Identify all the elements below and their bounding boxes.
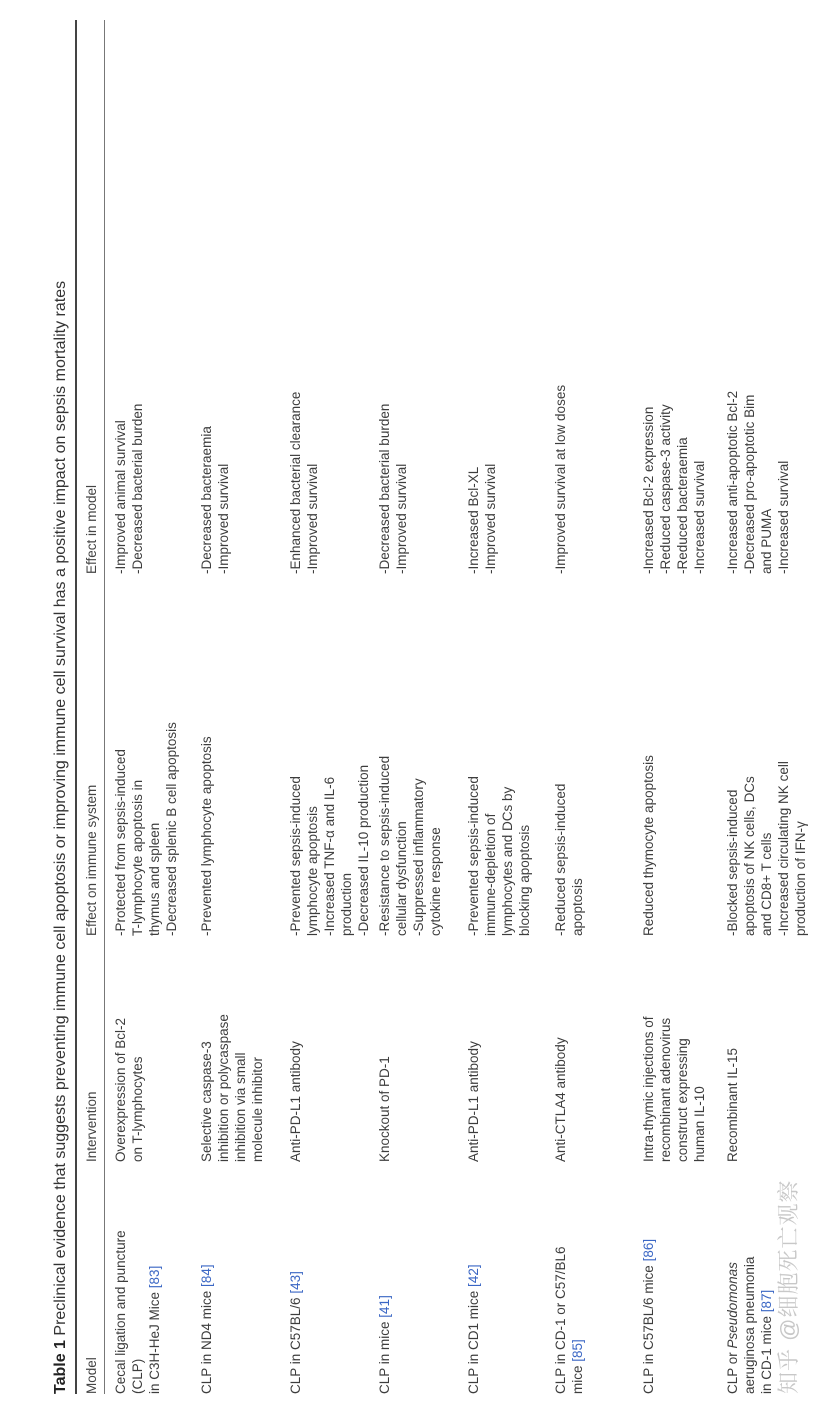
cell-line: -Suppressed inflammatory <box>411 778 426 936</box>
cell-model <box>465 1194 482 1394</box>
cell-line: -Improved animal survival <box>113 420 128 574</box>
cell-line: -Improved survival <box>394 463 409 574</box>
cell-line: -Reduced caspase-3 activity <box>658 404 673 574</box>
cell-line: -Enhanced bacterial clearance <box>288 391 303 574</box>
cell-effect-immune <box>640 676 657 936</box>
cell-effect-immune <box>465 676 533 936</box>
cell-line: and CD8+ T cells <box>759 832 774 936</box>
cell-line: -Decreased IL-10 production <box>356 764 371 936</box>
cell-effect-model <box>724 354 792 574</box>
cell-intervention <box>376 992 393 1162</box>
cell-line <box>198 1194 215 1394</box>
cell-intervention <box>724 992 741 1162</box>
cell-model <box>112 1194 163 1394</box>
model-text: CLP in C57BL/6 <box>288 1297 303 1394</box>
cell-line: apoptosis of NK cells, DCs <box>742 776 757 936</box>
model-text: CLP or <box>725 1348 740 1394</box>
model-text: in C3H-HeJ Mice <box>147 1291 162 1394</box>
model-text: mice <box>570 1365 585 1394</box>
cell-line: -Increased TNF-α and IL-6 <box>322 776 337 936</box>
cell-line: -Improved survival <box>483 463 498 574</box>
cell-line: -Improved survival at low doses <box>553 384 568 574</box>
cell-effect-model <box>287 354 321 574</box>
header-effect-model: Effect in model <box>84 484 99 574</box>
cell-line: -Improved survival <box>305 463 320 574</box>
cell-effect-model <box>112 354 146 574</box>
cell-line: -Prevented sepsis-induced <box>466 776 481 936</box>
cell-line <box>376 1194 393 1394</box>
model-italic-text: Pseudomonas <box>725 1262 740 1349</box>
cell-line: -Decreased pro-apoptotic Bim <box>742 394 757 574</box>
cell-line <box>640 1194 657 1394</box>
cell-line: -Prevented lymphocyte apoptosis <box>199 736 214 936</box>
cell-line: -Increased survival <box>692 460 707 574</box>
model-text: CLP in C57BL/6 mice <box>641 1265 656 1394</box>
cell-line: Anti-PD-L1 antibody <box>288 1041 303 1162</box>
model-text: in CD-1 mice <box>759 1315 774 1394</box>
cell-line: recombinant adenovirus <box>658 1017 673 1162</box>
header-intervention: Intervention <box>84 1091 99 1162</box>
cell-line: Intra-thymic injections of <box>641 1016 656 1162</box>
cell-model <box>640 1194 657 1394</box>
table-header-rule <box>104 20 105 1394</box>
cell-line: -Increased survival <box>776 460 791 574</box>
cell-line <box>112 1194 146 1394</box>
cell-line: -Decreased bacteraemia <box>199 426 214 574</box>
cell-line: thymus and spleen <box>147 822 162 936</box>
model-text: Cecal ligation and puncture (CLP) <box>113 1230 145 1394</box>
cell-effect-model <box>465 354 499 574</box>
model-text: CLP in mice <box>377 1321 392 1394</box>
model-text: CLP in CD-1 or C57/BL6 <box>553 1246 568 1394</box>
cell-line: cytokine response <box>428 827 443 936</box>
cell-line <box>552 1194 569 1394</box>
cell-effect-immune <box>287 676 372 936</box>
cell-line: -Protected from sepsis-induced <box>113 749 128 936</box>
cell-effect-model <box>640 354 708 574</box>
cell-model <box>724 1194 775 1394</box>
cell-line: -Prevented sepsis-induced <box>288 776 303 936</box>
header-model: Model <box>84 1357 99 1394</box>
header-effect-immune: Effect on immune system <box>84 784 99 936</box>
cell-line: construct expressing <box>675 1038 690 1162</box>
cell-effect-immune <box>724 676 809 936</box>
cell-intervention <box>640 992 708 1162</box>
cell-line <box>741 1194 758 1394</box>
cell-line: immune-depletion of <box>483 813 498 936</box>
cell-line: Knockout of PD-1 <box>377 1056 392 1162</box>
reference-link[interactable]: [85] <box>570 1339 585 1362</box>
cell-line <box>724 1194 741 1394</box>
cell-model <box>376 1194 393 1394</box>
cell-line: inhibition via small <box>233 1052 248 1162</box>
cell-line: and PUMA <box>759 508 774 574</box>
reference-link[interactable]: [42] <box>466 1264 481 1287</box>
cell-line: -Reduced bacteraemia <box>675 437 690 574</box>
cell-intervention <box>112 992 146 1162</box>
cell-line: molecule inhibitor <box>250 1056 265 1162</box>
cell-line: cellular dysfunction <box>394 821 409 936</box>
cell-line: T-lymphocyte apoptosis in <box>130 779 145 936</box>
cell-line: inhibition or polycaspase <box>216 1014 231 1162</box>
cell-line <box>287 1194 304 1394</box>
cell-effect-immune <box>552 676 586 936</box>
cell-effect-model <box>376 354 410 574</box>
cell-line: -Increased anti-apoptotic Bcl-2 <box>725 390 740 574</box>
cell-line: on T-lymphocytes <box>130 1056 145 1162</box>
cell-line: Reduced thymocyte apoptosis <box>641 755 656 936</box>
cell-line: -Reduced sepsis-induced <box>553 783 568 936</box>
cell-line: lymphocytes and DCs by <box>500 786 515 936</box>
reference-link[interactable]: [83] <box>147 1265 162 1289</box>
cell-line: Anti-CTLA4 antibody <box>553 1037 568 1162</box>
model-text: aeruginosa pneumonia <box>742 1256 757 1394</box>
cell-line: -Decreased bacterial burden <box>130 403 145 574</box>
cell-line: apoptosis <box>570 878 585 936</box>
table-caption: Preclinical evidence that suggests preventing immune cell apoptosis or improving immune cell survival has a positive impact on sepsis mortality rates <box>52 280 69 1336</box>
cell-line: -Decreased splenic B cell apoptosis <box>164 722 179 936</box>
cell-line: -Increased circulating NK cell <box>776 761 791 936</box>
cell-line <box>465 1194 482 1394</box>
cell-line: blocking apoptosis <box>517 824 532 936</box>
watermark: 知乎 @细胞死亡观察 <box>776 1179 801 1394</box>
cell-line: Recombinant IL-15 <box>725 1047 740 1162</box>
cell-model <box>552 1194 586 1394</box>
reference-link[interactable]: [43] <box>288 1271 303 1294</box>
cell-line: Selective caspase-3 <box>199 1041 214 1162</box>
cell-line: -Blocked sepsis-induced <box>725 789 740 936</box>
cell-line: -Decreased bacterial burden <box>377 403 392 574</box>
cell-line <box>569 1194 586 1394</box>
cell-line: -Improved survival <box>216 463 231 574</box>
cell-line: -Increased Bcl-XL <box>466 466 481 574</box>
cell-line: production <box>339 872 354 936</box>
cell-intervention <box>198 992 266 1162</box>
model-text: CLP in ND4 mice <box>199 1290 214 1394</box>
cell-model <box>287 1194 304 1394</box>
cell-line: production of IFN-γ <box>793 821 808 936</box>
cell-effect-immune <box>112 676 180 936</box>
table-label: Table 1 <box>52 1340 69 1394</box>
cell-effect-immune <box>376 676 444 936</box>
table-top-rule <box>75 20 77 1394</box>
reference-link[interactable]: [84] <box>199 1264 214 1287</box>
cell-effect-model <box>198 354 232 574</box>
cell-line: Overexpression of Bcl-2 <box>113 1017 128 1162</box>
cell-line: human IL-10 <box>692 1086 707 1162</box>
reference-link[interactable]: [87] <box>759 1289 774 1313</box>
cell-line: Anti-PD-L1 antibody <box>466 1041 481 1162</box>
cell-effect-immune <box>198 676 215 936</box>
reference-link[interactable]: [86] <box>641 1238 656 1262</box>
cell-intervention <box>287 992 304 1162</box>
cell-effect-model <box>552 354 569 574</box>
table-title <box>52 281 70 1394</box>
model-text: CLP in CD1 mice <box>466 1290 481 1394</box>
cell-line: lymphocyte apoptosis <box>305 806 320 936</box>
reference-link[interactable]: [41] <box>377 1295 392 1318</box>
cell-model <box>198 1194 215 1394</box>
cell-line: -Resistance to sepsis-induced <box>377 755 392 936</box>
cell-line <box>146 1194 163 1394</box>
cell-line: -Increased Bcl-2 expression <box>641 406 656 574</box>
cell-intervention <box>465 992 482 1162</box>
cell-intervention <box>552 992 569 1162</box>
